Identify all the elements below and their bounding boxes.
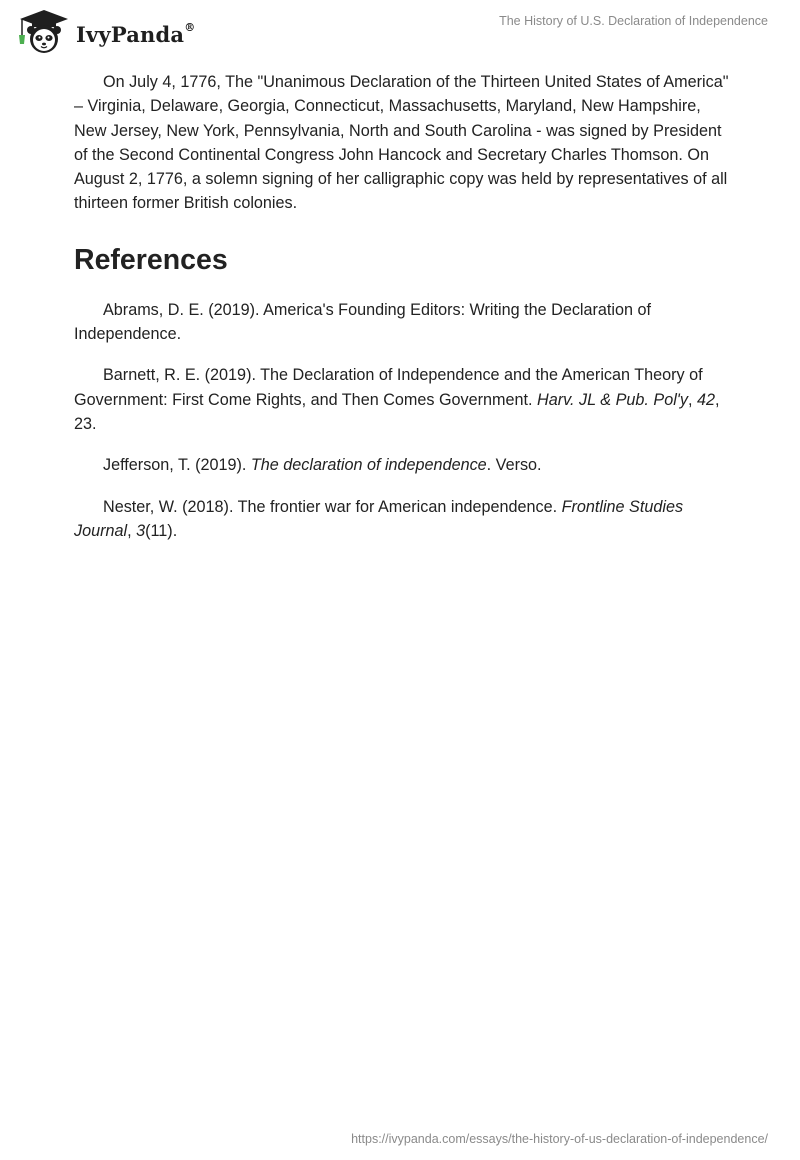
ivypanda-logo[interactable] xyxy=(14,8,195,56)
journal-title: Harv. JL & Pub. Pol'y xyxy=(537,390,688,409)
volume-number: 42 xyxy=(696,390,715,409)
reference-item: Barnett, R. E. (2019). The Declaration of Independence and the American Theory of Government: First Come Rights, and Then Comes Government. Harv. JL & Pub. Pol'y, 42, 23. xyxy=(74,366,720,433)
panda-graduation-icon xyxy=(14,8,74,56)
body-paragraph: On July 4, 1776, The "Unanimous Declaration of the Thirteen United States of America" – Virginia, Delaware, Georgia, Connecticut, Massachusetts, Maryland, New Hampshire, New Jersey, New York, Pennsylvania, North and South Carolina - was signed by President of the Second Continental Congress John Hancock and Secretary Charles Thomson. On August 2, 1776, a solemn signing of her calligraphic copy was held by representatives of all thirteen former British colonies. xyxy=(74,73,729,213)
source-url[interactable]: https://ivypanda.com/essays/the-history-of-us-declaration-of-independence/ xyxy=(351,1132,768,1146)
references-heading: References xyxy=(74,243,228,276)
book-title: The declaration of independence xyxy=(250,456,487,475)
logo-wordmark: IvyPanda® xyxy=(76,20,196,47)
document-title: The History of U.S. Declaration of Independence xyxy=(499,14,768,28)
document-body xyxy=(74,70,730,543)
reference-item: Abrams, D. E. (2019). America's Founding Editors: Writing the Declaration of Independence. xyxy=(74,300,652,344)
reference-item: Nester, W. (2018). The frontier war for American independence. Frontline Studies Journal, 3(11). xyxy=(74,497,684,540)
reference-item: Jefferson, T. (2019). The declaration of independence. Verso. xyxy=(103,456,542,475)
page-header xyxy=(0,0,800,60)
volume-number: 3 xyxy=(136,521,146,540)
journal-title: Frontline Studies Journal xyxy=(74,497,684,540)
